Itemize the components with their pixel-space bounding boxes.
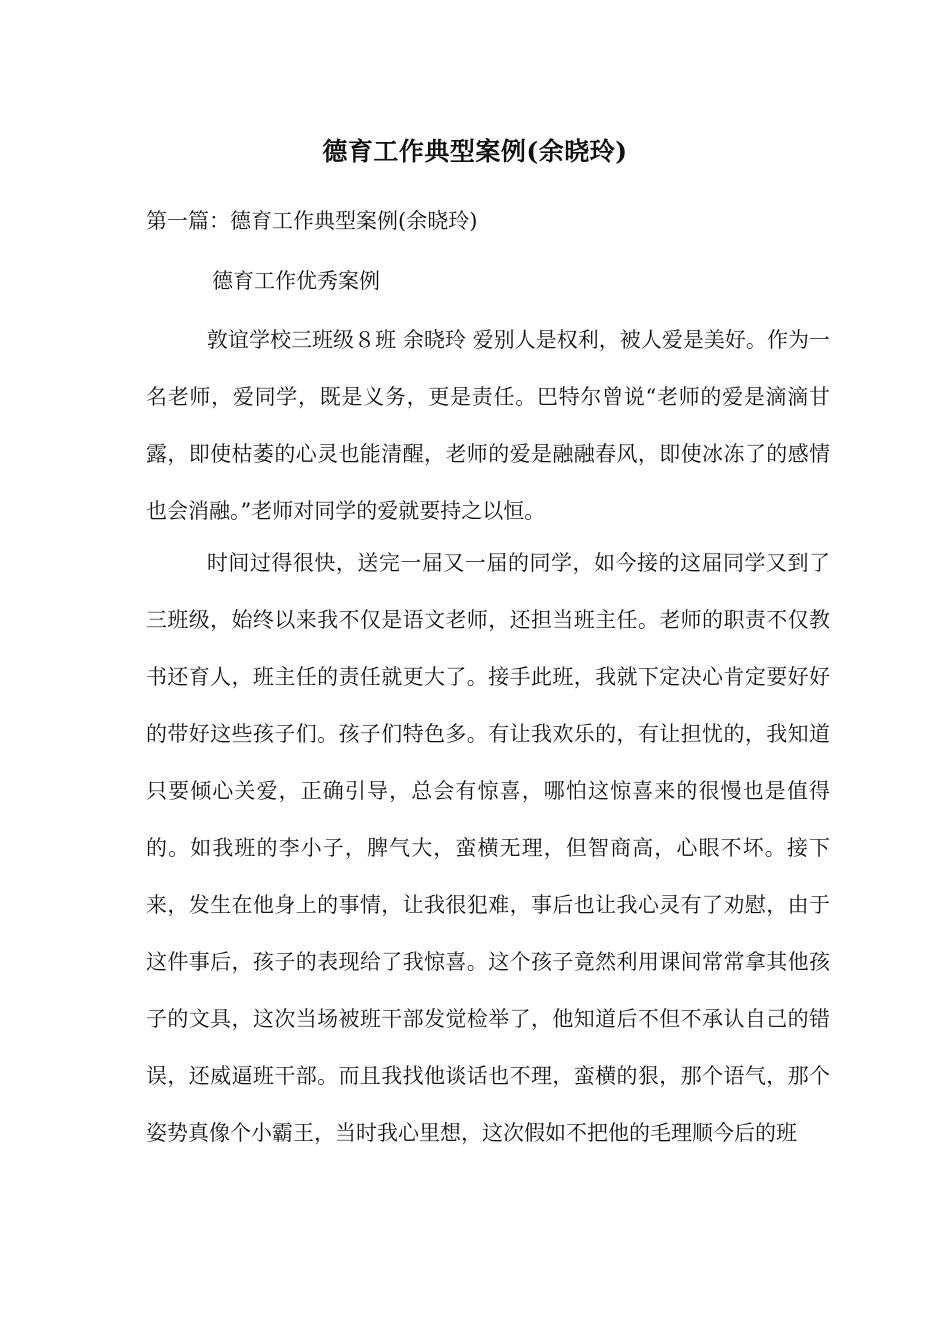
paragraph-2: 时间过得很快，送完一届又一届的同学，如今接的这届同学又到了三班级，始终以来我不仅是语文老师，还担当班主任。老师的职责不仅教书还育人，班主任的责任就更大了。接手此班，我就下定决心肯定要好好的带好这些孩子们。孩子们特色多。有让我欢乐的，有让担忧的，我知道只要倾心关爱，正确引导，总会有惊喜，哪怕这惊喜来的很慢也是值得的。如我班的李小子，脾气大，蛮横无理，但智商高，心眼不坏。接下来，发生在他身上的事情，让我很犯难，事后也让我心灵有了劝慰，由于这件事后，孩子的表现给了我惊喜。这个孩子竟然利用课间常常拿其他孩子的文具，这次当场被班干部发觉检举了，他知道后不但不承认自己的错误，还威逼班干部。而且我找他谈话也不理，蛮横的狠，那个语气，那个姿势真像个小霸王，当时我心里想，这次假如不把他的毛理顺今后的班 xyxy=(146,551,830,1145)
section-heading: 第一篇：德育工作典型案例(余晓玲) xyxy=(146,209,478,233)
document-title: 德育工作典型案例(余晓玲) xyxy=(322,137,628,166)
subheading: 德育工作优秀案例 xyxy=(212,269,380,293)
paragraph-1: 敦谊学校三班级８班 余晓玲 爱别人是权利，被人爱是美好。作为一名老师，爱同学，既是义务，更是责任。巴特尔曾说“老师的爱是滴滴甘露，即使枯萎的心灵也能清醒，老师的爱是融融春风，即使冰冻了的感情也会消融。”老师对同学的爱就要持之以恒。 xyxy=(146,328,830,523)
